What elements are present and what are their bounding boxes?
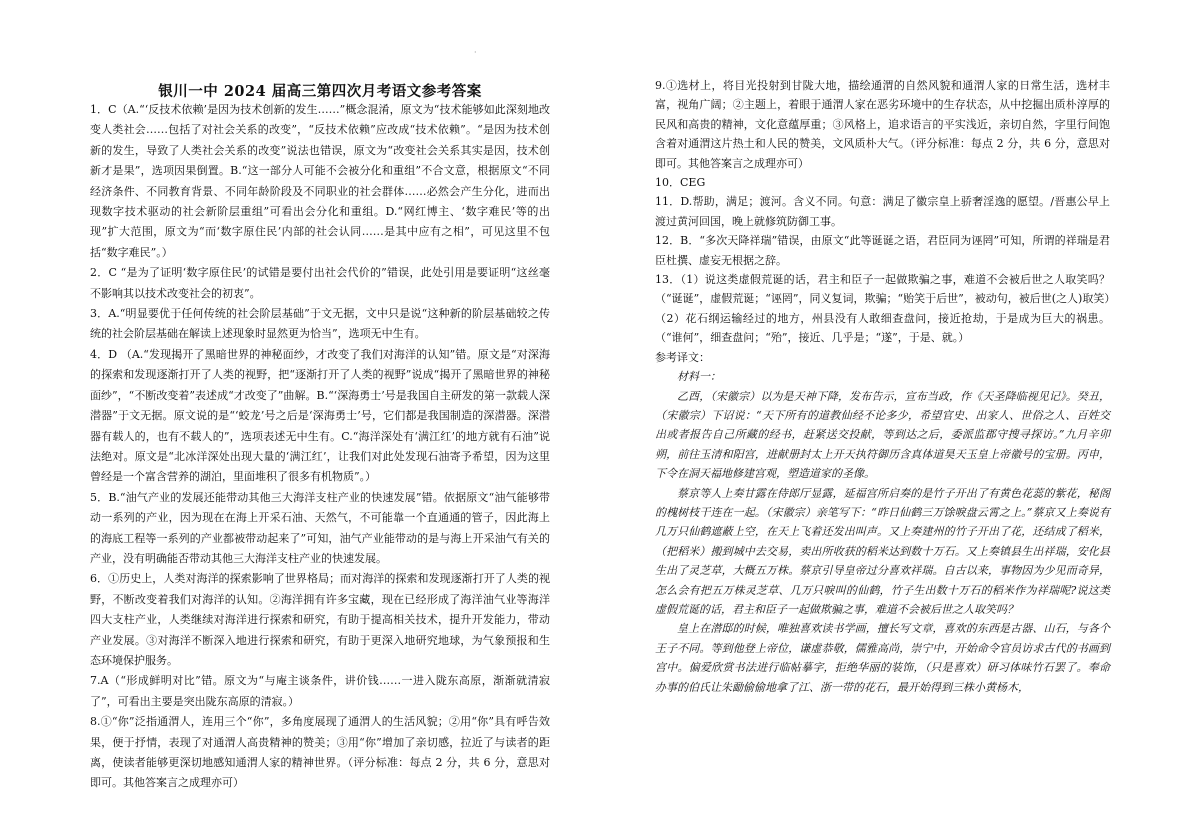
answer-paragraph: 12．B．“多次天降祥瑞”错误，由原文“此等诞诞之语，君臣同为诬罔”可知，所谓的祥瑞是君臣杜撰、虚妄无根据之辞。 [655,234,1110,267]
translation-paragraph: 蔡京等人上奏甘露在侍郎厅显露，延福宫所启奏的是竹子开出了有黄色花蕊的紫花，秘阁的槐树枝干连在一起。（宋徽宗）亲笔写下：“昨日仙鹤三万馀唳盘云霄之上。”蔡京又上奏说有几万只仙鹤遮蔽上空，在天上飞着还发出叫声。又上奏建州的竹子开出了花，还结成了稻米，（把稻米）搬到城中去交易，卖出所收获的稻米达到数十万石。又上奏镇县生出祥瑞，安化县生出了灵芝草，大概五万株。蔡京引导皇帝过分喜欢祥瑞。自古以来，事物因为少见而奇异，怎么会有把五万株灵芝草、几万只唳叫的仙鹤，竹子生出数十万石的稻米作为祥瑞呢?说这类虚假荒诞的话，君主和臣子一起做欺骗之事，难道不会被后世之人取笑吗？ [655,486,1110,616]
answer-paragraph: （2）花石纲运输经过的地方，州县没有人敢细查盘问，接近抢劫，于是成为巨大的祸患。（“谁何”，细查盘问；“殆”，接近、几乎是；“遂”，于是、就。） [655,311,1110,345]
answer-paragraph: 10．CEG [655,176,706,190]
answer-paragraph: 13．（1）说这类虚假荒诞的话，君主和臣子一起做欺骗之事，难道不会被后世之人取笑吗？（“诞诞”，虚假荒诞；“诬罔”，同义复词，欺骗；“贻笑于后世”，被动句，被后世(之人)取笑） [655,273,1116,306]
answer-paragraph: 7.A（“形成鲜明对比”错。原文为“与庵主谈条件，讲价钱……一进入陇东高原，渐渐就清寂了”，可看出主要是突出陇东高原的清寂。） [90,674,550,708]
right-column-body [655,76,1116,367]
right-column [655,76,1116,697]
translation-heading: 材料一： [677,370,721,384]
answer-paragraph: 4．D （A.“发现揭开了黑暗世界的神秘面纱，才改变了我们对海洋的认知”错。原文是“对深海的探索和发现逐渐打开了人类的视野，把“逐渐打开了人类的视野”说成“揭开了黑暗世界的神秘面纱”，“不断改变着”表述成“才改变了”曲解。B.“‘深海勇士’号是我国自主研发的第一款载人深潜器”于文无据。原文说的是“‘蛟龙’号之后是‘深海勇士’号，它们都是我国制造的深潜器。深潜器有载人的，也有不载人的”，选项表述无中生有。C.“海洋深处有‘满江红’的地方就有石油”说法绝对。原文是“北冰洋深处出现大量的‘满江红’，让我们对此处发现石油寄予希望，因为这里曾经是一个富含营养的湖泊，里面堆积了很多有机物质”。） [90,347,550,484]
answer-paragraph: 2．C “是为了证明‘数字原住民’的试错是要付出社会代价的”错误，此处引用是要证明“这丝毫不影响其以技术改变社会的初衷”。 [90,266,550,300]
answer-paragraph: 参考译文： [655,350,710,364]
translation-body [655,387,1110,698]
page-title: 银川一中 2024 届高三第四次月考语文参考答案 [158,83,482,100]
answer-paragraph: 9.①选材上，将目光投射到甘陇大地，描绘通渭的自然风貌和通渭人家的日常生活，选材丰富，视角广阔；②主题上，着眼于通渭人家在恶劣环境中的生存状态，从中挖掘出质朴淳厚的民风和高贵的精神，文化意蕴厚重；③风格上，追求语言的平实浅近，亲切自然，字里行间饱含着对通渭这片热土和人民的赞美，文风质朴大气。（评分标准：每点 2 分，共 6 分，意思对即可。其他答案言之成理亦可） [655,79,1110,170]
left-column [90,78,550,794]
answer-paragraph: 1．C（A.“‘反技术依赖’是因为技术创新的发生……”概念混淆，原文为“技术能够如此深刻地改变人类社会……包括了对社会关系的改变”，“反技术依赖”应改成“技术依赖”。“是因为技术创新的发生，导致了人类社会关系的改变”说法也错误，原文为“改变社会关系其实是因，技术创新才是果”，选项因果倒置。B.“这一部分人可能不会被分化和重组”不合文意，根据原文“不同经济条件、不同教育背景、不同年龄阶段及不同职业的社会群体……必然会产生分化，进而出现数字技术驱动的社会新阶层重组”可看出会分化和重组。D.“网红博主、‘数字难民’等的出现”扩大范围，原文为“而‘数字原住民’内部的社会认同……是其中应有之相”，可见这里不包括“数字难民”。） [90,103,550,259]
answer-paragraph: 3．A.“明显要优于任何传统的社会阶层基础”于文无据，文中只是说“这种新的阶层基础较之传统的社会阶层基础在解读上述现象时显然更为恰当”，选项无中生有。 [90,307,550,341]
answer-paragraph: 5．B.“油气产业的发展还能带动其他三大海洋支柱产业的快速发展”错。依据原文“油气能够带动一系列的产业，因为现在在海上开采石油、天然气，不可能靠一个直通通的管子，因此海上的海底工程等一系列的产业都被带动起来了”可知，油气产业能带动的是与海上开采油气有关的产业，没有明确能否带动其他三大海洋支柱产业的快速发展。 [90,490,550,565]
answer-paragraph: 6．①历史上，人类对海洋的探索影响了世界格局；而对海洋的探索和发现逐渐打开了人类的视野，不断改变着我们对海洋的认知。②海洋拥有许多宝藏，现在已经形成了海洋油气业等海洋四大支柱产业，人类继续对海洋进行探索和研究，有助于提高相关技术，提升开发能力，带动产业发展。③对海洋不断深入地进行探索和研究，有助于更深入地研究地球，为气象预报和生态环境保护服务。 [90,572,550,667]
header-mark: · [474,48,477,57]
answer-paragraph: 8.①“你”泛指通渭人，连用三个“你”，多角度展现了通渭人的生活风貌；②用“你”具有呼告效果，便于抒情，表现了对通渭人高贵精神的赞美；③用“你”增加了亲切感，拉近了与读者的距离，使读者能够更深切地感知通渭人家的精神世界。（评分标准：每点 2 分，共 6 分，意思对即可。其他答案言之成理亦可） [90,715,550,790]
left-column-body [90,100,550,794]
answer-paragraph: 11．D.帮助，满足；渡河。含义不同。句意：满足了徽宗皇上骄奢淫逸的愿望。/晋惠公早上渡过黄河回国，晚上就修筑防御工事。 [655,195,1110,228]
translation-paragraph: 乙酉，（宋徽宗）以为是天神下降，发布告示，宣布当政，作《天圣降临视见记》。癸丑，（宋徽宗）下诏说：“天下所有的道教仙经不论多少，希望官史、出家人、世俗之人、百姓交出或者报告自己所藏的经书，赶紧送交投献，等到达之后，委派监郡守搜寻探访。”九月辛卯朔，前往玉清和阳宫，进献册封太上开天执符御历含真体道昊天玉皇上帝徽号的宝册。丙申，下令在洞天福地修建宫观，塑造道家的圣像。 [655,389,1110,481]
translation-paragraph: 皇上在潜邸的时候，唯独喜欢读书学画，擅长写文章，喜欢的东西是古器、山石，与各个王子不同。等到他登上帝位，谦虚恭敬，儒雅高尚，崇宁中，开始命令官员访求古代的书画到宫中。偏爱欣赏书法进行临帖摹字，拒绝华丽的装饰，（只是喜欢）研习体味竹石罢了。奉命办事的伯氏让朱勔偷偷地拿了江、浙一带的花石，最开始得到三株小黄杨木， [655,622,1110,694]
